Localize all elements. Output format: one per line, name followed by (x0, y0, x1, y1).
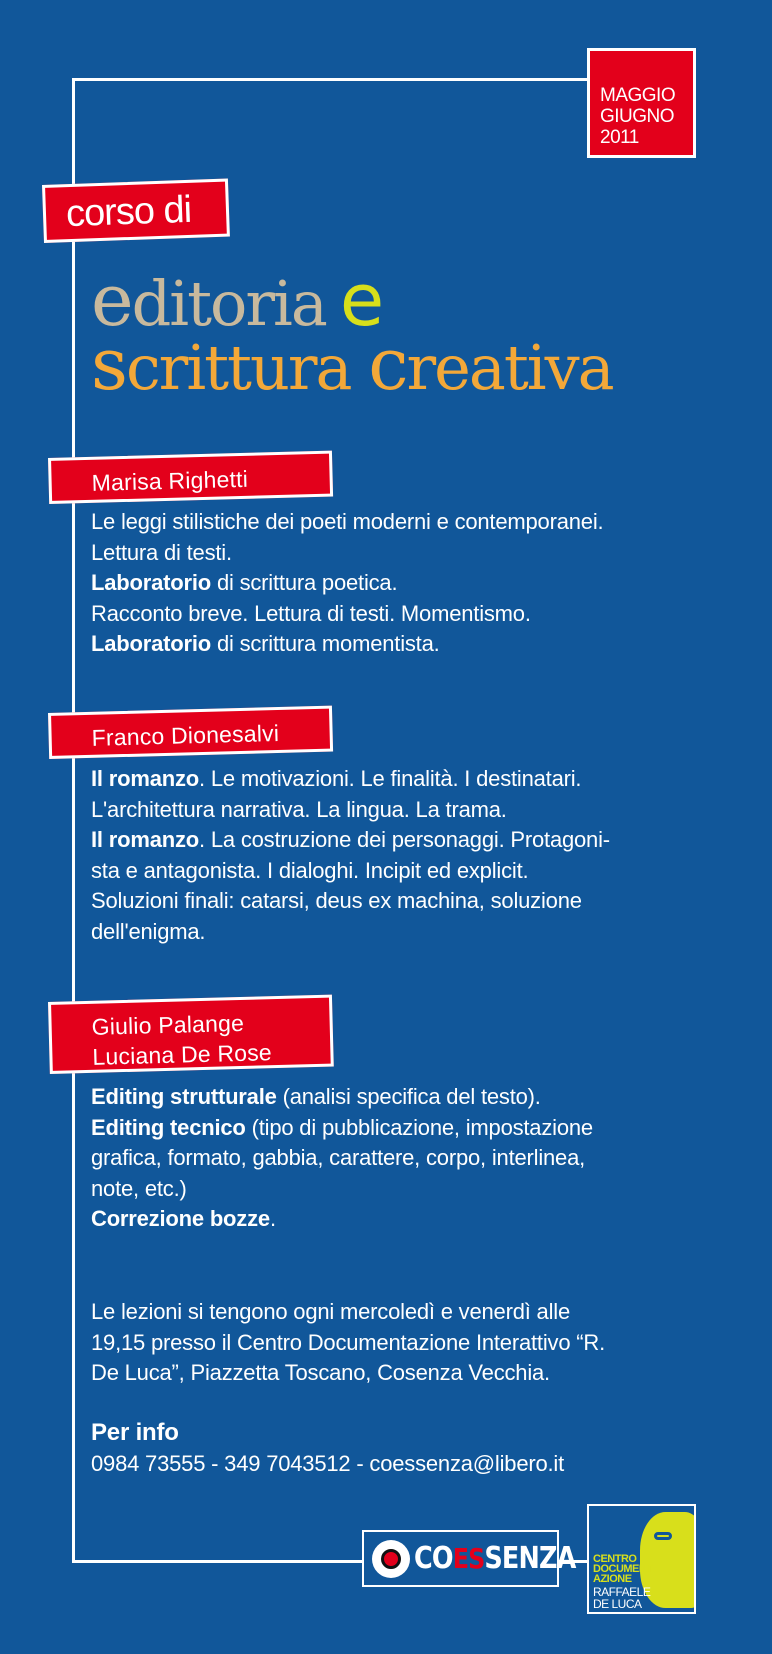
coessenza-mark-icon (372, 1540, 410, 1578)
centro-line: CENTRO (593, 1553, 637, 1565)
section2-line-rest: . Le motivazioni. Le finalità. I destinatari. (199, 766, 582, 791)
section1-description (91, 507, 603, 660)
section1-line-rest: di scrittura momentista. (211, 631, 440, 656)
centro-name-line: RAFFAELE (593, 1585, 651, 1599)
section1-line: Racconto breve. Lettura di testi. Momentismo. (91, 600, 531, 626)
section2-line (91, 825, 610, 856)
coessenza-wordmark (414, 1541, 576, 1576)
contact-info (91, 1418, 564, 1479)
teacher-name: Franco Dionesalvi (91, 719, 280, 751)
schedule-info (91, 1297, 605, 1389)
contact-label: Per info (91, 1419, 179, 1446)
coessenza-logo (362, 1530, 576, 1587)
section1-line (91, 629, 603, 660)
section3-line (91, 1113, 593, 1144)
centro-documentazione-logo (587, 1504, 696, 1614)
section2-line: sta e antagonista. I dialoghi. Incipit ed explicit. (91, 857, 529, 883)
date-month-2: GIUGNO (600, 106, 675, 127)
section2-line: Soluzioni finali: catarsi, deus ex machina, soluzione (91, 888, 582, 913)
section2-line-rest: . La costruzione dei personaggi. Protagoni- (199, 827, 610, 852)
section3-line-rest: (analisi specifica del testo). (276, 1084, 541, 1109)
title-scrittura: crittura (125, 331, 369, 404)
section3-line-rest: . (269, 1206, 276, 1231)
section3-line (91, 1204, 593, 1235)
title-initial-c: c (368, 322, 407, 406)
section2-line (91, 764, 610, 795)
frame-bottom-line (72, 1560, 364, 1563)
section1-line-rest: di scrittura poetica. (211, 570, 398, 595)
info-line: 19,15 presso il Centro Documentazione Interattivo “R. (91, 1329, 605, 1355)
course-label-text: corso di (65, 188, 192, 236)
section1-line: Le leggi stilistiche dei poeti moderni e contemporanei. (91, 509, 604, 534)
info-line: Le lezioni si tengono ogni mercoledì e venerdì alle (91, 1299, 570, 1324)
centro-line: DOCUMENT (593, 1563, 653, 1575)
title-editoria: ditoria (131, 267, 326, 340)
bold-term: Laboratorio (91, 631, 212, 656)
section3-line-rest: (tipo di pubblicazione, impostazione (245, 1114, 593, 1140)
contact-details: 0984 73555 - 349 7043512 - coessenza@libero.it (91, 1450, 565, 1476)
teacher-name: Luciana De Rose (92, 1039, 273, 1070)
bold-term: Il romanzo (91, 766, 200, 791)
coes-post: SENZA (484, 1541, 576, 1576)
title-initial-e: e (91, 258, 132, 342)
course-label (42, 179, 230, 243)
teacher-name: Marisa Righetti (91, 465, 249, 496)
section3-line: grafica, formato, gabbia, carattere, corpo, interlinea, (91, 1145, 586, 1170)
bold-term: Editing strutturale (91, 1084, 277, 1109)
title-initial-s: s (91, 322, 126, 406)
bold-term: Il romanzo (91, 827, 200, 852)
centro-name-line: DE LUCA (593, 1597, 642, 1611)
bold-term: Correzione bozze (91, 1206, 270, 1231)
teacher-badge-3 (48, 995, 334, 1074)
centro-label (593, 1554, 653, 1584)
section3-description (91, 1082, 593, 1235)
section1-line (91, 568, 603, 599)
date-year: 2011 (600, 127, 639, 148)
coes-mid: ES (452, 1542, 485, 1575)
course-title-line2 (91, 322, 613, 406)
coes-pre: CO (414, 1541, 453, 1576)
teacher-badge-1 (48, 451, 333, 504)
frame-left-line (72, 78, 75, 1562)
frame-top-line (72, 78, 588, 81)
info-line: De Luca”, Piazzetta Toscano, Cosenza Vecchia. (91, 1360, 550, 1385)
section1-line: Lettura di testi. (91, 539, 232, 565)
bold-term: Editing tecnico (91, 1114, 246, 1140)
teacher-name: Giulio Palange (91, 1009, 245, 1040)
section2-line: L'architettura narrativa. La lingua. La trama. (91, 796, 507, 822)
title-creativa: reativa (406, 331, 613, 404)
section2-description (91, 764, 610, 947)
centro-line: AZIONE (593, 1573, 632, 1585)
section3-line: note, etc.) (91, 1175, 187, 1201)
teacher-badge-2 (48, 706, 333, 759)
section2-line: dell'enigma. (91, 918, 206, 944)
bold-term: Laboratorio (91, 570, 212, 595)
title-conjunction: e (339, 258, 383, 342)
date-badge (587, 48, 696, 158)
date-month-1: MAGGIO (600, 85, 676, 106)
glasses-icon (654, 1532, 672, 1540)
section3-line (91, 1082, 593, 1113)
centro-person-name (593, 1586, 650, 1610)
